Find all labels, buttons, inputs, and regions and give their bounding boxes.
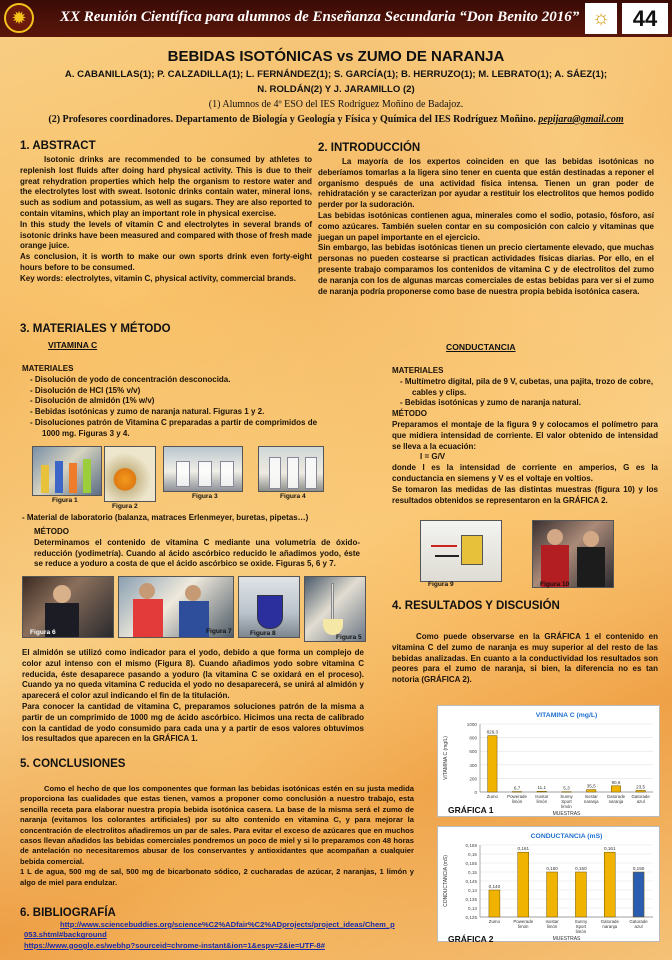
cond-equation: I = G/V	[420, 452, 446, 462]
bar-0	[489, 890, 500, 917]
y-axis-label: VITAMINA C (mg/L)	[443, 736, 449, 780]
chart-conductancia-svg	[438, 827, 661, 943]
cond-after-eq2: Se tomaron las medidas de las distintas muestras (figura 10) y los resultados obtenidos se representaron en la GRÁFICA 2.	[392, 484, 658, 505]
affiliation-email[interactable]: pepijara@gmail.com	[538, 114, 624, 125]
y-axis-label: CONDUCTANCIA (mS)	[443, 855, 449, 907]
bar-value-label: 829,3	[486, 729, 499, 735]
x-tick-label: Gatorade	[629, 919, 648, 924]
x-tick-label: Isostar	[545, 919, 559, 924]
affiliation-1: (1) Alumnos de 4º ESO del IES Rodríguez Moñino de Badajoz.	[208, 99, 464, 110]
materiales-label: MATERIALES	[22, 364, 74, 373]
figure-5-caption: Figura 5	[336, 634, 362, 641]
y-tick-label: 0	[474, 790, 477, 795]
y-tick-label: 0,145	[465, 879, 477, 884]
x-tick-label: limón	[518, 924, 529, 929]
figure-8-photo	[238, 576, 300, 638]
abstract-body	[20, 155, 312, 285]
bar-5	[633, 872, 644, 917]
x-tick-label: Gatorade	[631, 794, 650, 799]
x-axis-label: MUESTRAS	[552, 811, 581, 817]
sun-logo-icon: ✹	[4, 3, 34, 33]
chart-conductancia	[437, 826, 660, 942]
bar-6	[636, 790, 645, 792]
abstract-p2: In this study the levels of vitamin C and electrolytes in several brands of isotonic drinks have been measured and compared with those of fresh made orange juice.	[20, 219, 312, 251]
material-item: - Disolución de HCl (15% v/v)	[30, 385, 141, 395]
cond-material-item: - Multímetro digital, pila de 9 V, cubetas, una pajita, trozo de cobre, cables y clips.	[400, 376, 654, 397]
intro-body	[318, 157, 654, 297]
bar-1	[512, 792, 521, 793]
bibliography-heading: 6. BIBLIOGRAFÍA	[20, 907, 116, 919]
cond-metodo-text: Preparamos el montaje de la figura 9 y colocamos el polímetro para que midiera intensidad de corriente. El valor obtenido de intensidad se lleva a la ecuación:	[392, 419, 658, 451]
poster-title: BEBIDAS ISOTÓNICAS vs ZUMO DE NARANJA	[167, 48, 505, 65]
methods-materials	[22, 364, 322, 440]
figure-9-caption: Figura 9	[428, 581, 454, 588]
x-tick-label: Sport	[575, 924, 587, 929]
bar-value-label: 0,161	[604, 846, 616, 852]
bar-2	[537, 791, 546, 792]
x-tick-label: naranja	[583, 799, 599, 804]
poster-number: 44	[622, 3, 668, 34]
bar-4	[604, 852, 615, 917]
abstract-heading: 1. ABSTRACT	[20, 140, 96, 152]
material-item: - Bebidas isotónicas y zumo de naranja natural. Figuras 1 y 2.	[30, 407, 265, 417]
methods-p1: El almidón se utilizó como indicador para el yodo, debido a que forma un complejo de color azul intenso con el mismo (Figura 8). Cuando añadimos yodo sobre vitamina C reducida, éste desaparece pasando a yoduro (la vitamina C se oxidará en el proceso). Cuando ya no queda vitamina C reducida el yodo no desaparecerá, se unirá al almidón y aparecerá el color azul indicando el fin de la titulación.	[22, 648, 364, 701]
intro-p2: Las bebidas isotónicas contienen agua, minerales como el sodio, potasio, fósforo, así como azúcares. También suelen contar en su composición con calcio y vitaminas que juegan un papel importante en el ejercicio.	[318, 210, 654, 242]
bar-5	[611, 786, 620, 792]
bibliography-link-1[interactable]: http://www.sciencebuddies.org/science%C2%ADfair%C2%ADprojects/project_ideas/Chem_p	[60, 920, 395, 929]
figure-7-caption: Figura 7	[206, 628, 232, 635]
x-tick-label: azul	[634, 924, 643, 929]
y-tick-label: 0,13	[468, 906, 477, 911]
material-item: - Disolución de yodo de concentración desconocida.	[30, 374, 231, 384]
x-tick-label: Isostar	[584, 794, 598, 799]
cond-after-eq: donde I es la intensidad de corriente en amperios, G es la conductancia en siemens y V es el voltaje en voltios.	[392, 463, 658, 483]
abstract-p3: As conclusion, it is worth to make our own sports drink even forty-eight hours before to be consumed.	[20, 252, 312, 272]
x-axis-label: MUESTRAS	[552, 936, 581, 942]
grafica-2-label: GRÁFICA 2	[448, 934, 494, 944]
intro-heading: 2. INTRODUCCIÓN	[318, 142, 421, 154]
methods-metodo	[34, 527, 360, 570]
bar-2	[547, 872, 558, 917]
figure-3-photo	[163, 446, 243, 492]
chart-title: VITAMINA C (mg/L)	[535, 712, 598, 719]
material-item: - Disoluciones patrón de Vitamina C preparadas a partir de comprimidos de 1000 mg. Figuras 3 y 4.	[30, 417, 318, 438]
bar-value-label: 5,3	[563, 785, 570, 791]
bar-0	[488, 736, 497, 792]
conclusions-recipe: 1 L de agua, 500 mg de sal, 500 mg de bicarbonato sódico, 2 cucharadas de azúcar, 2 naranjas, 1 limón y algo de miel para endulzar.	[20, 867, 414, 887]
figure-4-caption: Figura 4	[280, 493, 306, 500]
x-tick-label: Gatorade	[600, 919, 619, 924]
y-tick-label: 200	[469, 776, 477, 782]
bar-value-label: 23,5	[636, 784, 646, 790]
cond-metodo-label: MÉTODO	[392, 409, 427, 419]
conclusions-text: Como el hecho de que los componentes que forman las bebidas isotónicas estén en su justa medida proporciona las cualidades que estas tienen, vamos a proponer como conclusión a nuestro trabajo, esta sencilla receta para elaborar nuestra propia bebida isotónica casera. La base de la misma será el zumo de naranja (evitamos los colorantes artificiales) por su alto contenido en vitamina C, y para mejorar la concentración de electrolitos añadiremos un par de sales. Para evitar el exceso de azúcares que en muchos casos llevan añadidos las bebidas comerciales pondremos un poco de miel y si lo preparamos con 48 horas de antelación no necesitaremos abusar de los conservantes y antioxidantes que acompañan a cualquier bebida comercial.	[20, 784, 414, 866]
bibliography-link-1-cont[interactable]: 053.shtml#background	[24, 930, 107, 940]
bar-value-label: 35,5	[586, 783, 596, 789]
figure-2-caption: Figura 2	[112, 503, 138, 510]
figure-8-caption: Figura 8	[250, 630, 276, 637]
x-tick-label: Zumo	[488, 919, 501, 924]
lab-material-item: - Material de laboratorio (balanza, matraces Erlenmeyer, buretas, pipetas…)	[22, 513, 309, 522]
grafica-1-label: GRÁFICA 1	[448, 805, 494, 815]
conclusions-body	[20, 784, 414, 888]
y-tick-label: 400	[469, 762, 477, 768]
bar-value-label: 0,150	[575, 866, 587, 871]
y-tick-label: 0,155	[465, 861, 477, 866]
sun-emblem-icon: ☼	[585, 3, 617, 34]
x-tick-label: limón	[575, 929, 587, 934]
x-tick-label: Isostar	[535, 794, 549, 799]
results-text: Como puede observarse en la GRÁFICA 1 el contenido en vitamina C del zumo de naranja es muy superior al del resto de las bebidas analizadas. En cuanto a la conductividad los resultados son peores para el zumo de naranja, si bien, la diferencia no es tan notoria (GRÁFICA 2).	[392, 632, 658, 685]
x-tick-label: Sunny	[574, 919, 588, 924]
x-tick-label: Sunny	[560, 794, 573, 799]
abstract-p1: Isotonic drinks are recommended to be consumed by athletes to replenish lost fluids after doing hard physical activity. This is due to their great rehydration properties which help the organism to restore water and the electrolytes lost with sweat. Isotonic drinks contain water, mineral ions, such as sodium and potassium, as well as sugars. They are also reported to contain vitamins, which play an important role in physical exercise.	[20, 155, 312, 218]
y-tick-label: 0,14	[468, 888, 477, 893]
y-tick-label: 0,16	[468, 852, 477, 857]
results-heading: 4. RESULTADOS Y DISCUSIÓN	[392, 600, 560, 612]
bar-value-label: 6,7	[513, 785, 521, 791]
affiliation-2	[0, 114, 672, 125]
methods-body-2	[22, 648, 364, 745]
x-tick-label: limón	[511, 799, 523, 804]
authors-line-2: N. ROLDÁN(2) Y J. JARAMILLO (2)	[257, 84, 415, 95]
y-tick-label: 0,125	[465, 915, 477, 920]
authors-line-1: A. CABANILLAS(1); P. CALZADILLA(1); L. FERNÁNDEZ(1); S. GARCÍA(1); B. HERRUZO(1); M. LEBRATO(1); A. SÁEZ(1);	[64, 69, 608, 80]
cond-material-item: - Bebidas isotónicas y zumo de naranja natural.	[400, 398, 581, 408]
y-tick-label: 800	[469, 735, 477, 741]
bar-value-label: 0,140	[488, 884, 501, 889]
y-tick-label: 0,135	[465, 897, 477, 902]
affiliation-2-text: (2) Profesores coordinadores. Departamento de Biología y Geología y Física y Química del IES Rodríguez Moñino.	[48, 114, 536, 125]
intro-p1: La mayoría de los expertos coinciden en que las bebidas isotónicas no deberíamos tomarlas a la ligera sino tener en cuenta que están destinadas a reponer el organismo después de una actividad física intensa. Tienen un gran poder de rehidratación y se caracterizan por ayudar a restituir los electrolitos que hemos podido perder por la sudoración.	[318, 157, 654, 210]
figure-1-photo	[32, 446, 102, 496]
bar-3	[575, 872, 586, 917]
bar-3	[562, 792, 571, 793]
bar-value-label: 0,150	[632, 866, 645, 871]
bibliography-link-2[interactable]: https://www.google.es/webhp?sourceid=chrome-instant&ion=1&espv=2&ie=UTF-8#	[24, 940, 325, 950]
x-tick-label: naranja	[602, 924, 618, 929]
cond-materiales-label: MATERIALES	[392, 366, 444, 375]
figure-10-caption: Figura 10	[540, 581, 570, 588]
bar-value-label: 11,1	[537, 785, 547, 791]
bibliography-body	[24, 920, 424, 951]
bar-1	[518, 852, 529, 917]
conductancia-subtitle: CONDUCTANCIA	[446, 342, 516, 352]
methods-p2: Para conocer la cantidad de vitamina C, preparamos soluciones patrón de la misma a partir de un comprimido de 1000 mg de ácido ascórbico. Hicimos una recta de calibrado con la cantidad de yodo consumido para cada una y a partir de esos valores obtuvimos los resultados que aparecen en la GRÁFICA 1.	[22, 701, 364, 744]
x-tick-label: Sport	[561, 799, 572, 804]
figure-1-caption: Figura 1	[52, 497, 78, 504]
conductancia-body	[392, 366, 658, 506]
x-tick-label: Powerade	[507, 794, 527, 799]
figure-4-photo	[258, 446, 324, 492]
bar-value-label: 0,161	[517, 846, 529, 852]
x-tick-label: naranja	[608, 799, 624, 804]
figure-6-caption: Figura 6	[30, 629, 56, 636]
vitamin-c-subtitle: VITAMINA C	[48, 340, 98, 350]
y-tick-label: 1000	[466, 722, 477, 727]
conclusions-heading: 5. CONCLUSIONES	[20, 758, 126, 770]
x-tick-label: Gatorade	[606, 794, 626, 799]
metodo-text: Determinamos el contenido de vitamina C mediante una volumetría de óxido-reducción (yodimetría). Cuando al ácido ascórbico reducido le añadimos yodo, éste se reduce a yoduro a costa de que el ácido ascórbico se oxide. Figuras 5, 6 y 7.	[34, 537, 360, 569]
x-tick-label: Powerade	[513, 919, 534, 924]
figure-9-photo	[420, 520, 502, 582]
y-tick-label: 600	[469, 749, 477, 755]
conference-title: XX Reunión Científica para alumnos de Enseñanza Secundaria “Don Benito 2016”	[60, 9, 580, 25]
metodo-label: MÉTODO	[34, 527, 69, 536]
chart-vitamin-c-svg	[438, 706, 661, 818]
figure-10-photo	[532, 520, 614, 588]
chart-title: CONDUCTANCIA (mS)	[530, 833, 603, 840]
bar-4	[587, 790, 596, 792]
methods-heading: 3. MATERIALES Y MÉTODO	[20, 323, 171, 335]
figure-5-photo	[304, 576, 366, 642]
bar-value-label: 0,150	[546, 866, 558, 871]
y-tick-label: 0,165	[465, 843, 477, 848]
material-item: - Disolución de almidón (1% w/v)	[30, 396, 155, 406]
figure-3-caption: Figura 3	[192, 493, 218, 500]
chart-vitamin-c	[437, 705, 660, 817]
intro-p3: Sin embargo, las bebidas isotónicas tienen un precio ciertamente elevado, que muchas personas no pueden costearse si practican actividades físicas diarias. Por ello, en el presente trabajo comparamos los contenidos de vitamina C y de electrolitos del zumo de naranja con los de algunas marcas comerciales de estas bebidas para ver si el zumo de naranja podría proponerse como base de nuestra propia bebida isotónica casera.	[318, 243, 654, 296]
y-tick-label: 0,15	[468, 870, 477, 875]
bar-value-label: 90,6	[611, 779, 621, 785]
x-tick-label: limón	[561, 804, 572, 809]
x-tick-label: limón	[536, 799, 548, 804]
x-tick-label: Zumo	[486, 794, 498, 799]
figure-2-photo	[104, 446, 156, 502]
x-tick-label: limón	[546, 924, 558, 929]
x-tick-label: azul	[636, 799, 645, 804]
abstract-p4: Key words: electrolytes, vitamin C, physical activity, commercial brands.	[20, 273, 296, 283]
results-body	[392, 632, 658, 686]
